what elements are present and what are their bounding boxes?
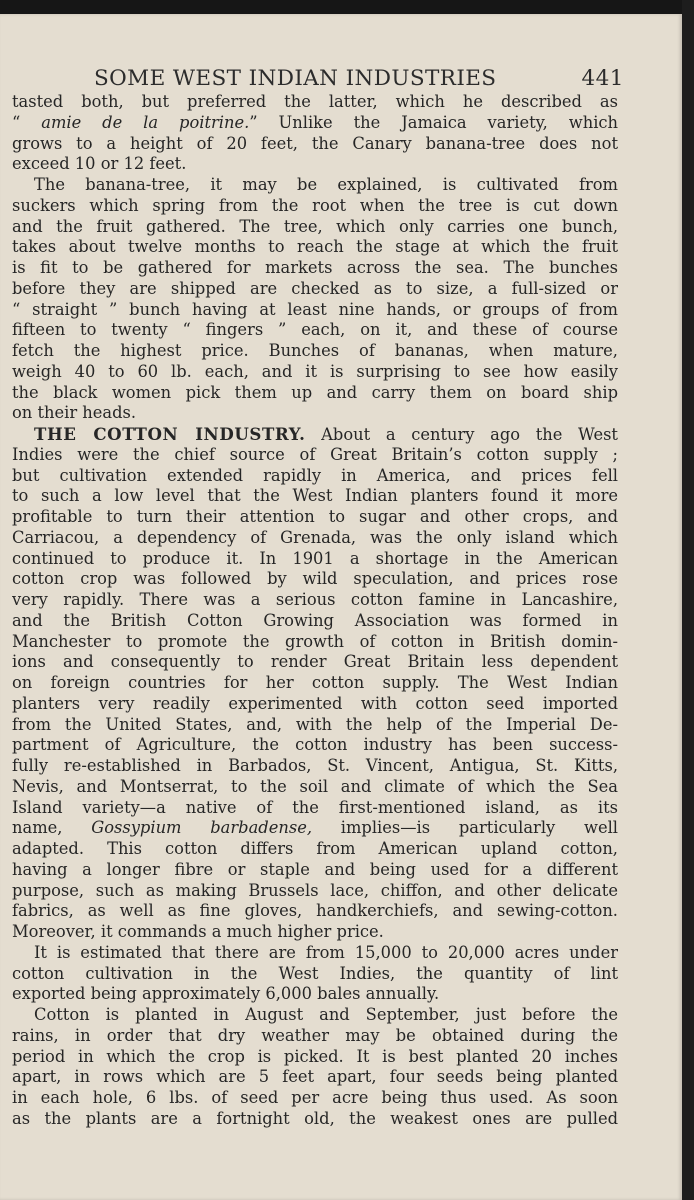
- text-line: [12, 362, 618, 383]
- text-fragment: implies—is particularly well: [312, 818, 618, 838]
- text-line: [12, 134, 618, 155]
- text-line: [12, 735, 618, 756]
- text-fragment: Indies were the chief source of Great Britain’s cotton supply ;: [12, 444, 618, 464]
- text-line: [12, 1109, 618, 1130]
- text-fragment: Manchester to promote the growth of cotton in British domin-: [12, 631, 618, 651]
- text-line: [12, 237, 618, 258]
- text-line: [12, 341, 618, 362]
- text-line: [12, 424, 618, 445]
- text-fragment: About a century ago the West: [305, 425, 618, 444]
- text-line: [12, 466, 618, 487]
- text-fragment: partment of Agriculture, the cotton industry has been success-: [12, 735, 618, 755]
- text-line: [12, 777, 618, 798]
- text-fragment: Carriacou, a dependency of Grenada, was the only island which: [12, 527, 618, 547]
- text-fragment: ions and consequently to render Great Britain less dependent: [12, 652, 618, 672]
- text-line: [12, 652, 618, 673]
- text-line: [12, 445, 618, 466]
- text-line: [12, 1026, 618, 1047]
- text-line: [12, 756, 618, 777]
- text-line: [12, 1088, 618, 1109]
- text-fragment: but cultivation extended rapidly in America, and prices fell: [12, 465, 618, 485]
- text-fragment: fabrics, as well as fine gloves, handkerchiefs, and sewing-cotton.: [12, 901, 618, 921]
- text-fragment: exceed 10 or 12 feet.: [12, 154, 187, 174]
- text-line: [12, 383, 618, 404]
- text-fragment: and the fruit gathered. The tree, which only carries one bunch,: [12, 216, 618, 236]
- text-line: [12, 694, 618, 715]
- text-fragment: adapted. This cotton differs from American upland cotton,: [12, 839, 618, 858]
- text-fragment: and the British Cotton Growing Association was formed in: [12, 610, 618, 630]
- text-fragment: ” Unlike the Jamaica variety, which: [249, 112, 618, 132]
- text-fragment: Nevis, and Montserrat, to the soil and climate of which the Sea: [12, 776, 618, 796]
- text-fragment: from the United States, and, with the help of the Imperial De-: [12, 714, 618, 734]
- text-fragment: fetch the highest price. Bunches of bananas, when mature,: [12, 341, 618, 360]
- text-fragment: profitable to turn their attention to sugar and other crops, and: [12, 507, 618, 526]
- text-line: [12, 818, 618, 839]
- text-line: [12, 507, 618, 528]
- text-line: [12, 901, 618, 922]
- text-fragment: The banana-tree, it may be explained, is cultivated from: [34, 175, 618, 194]
- text-line: [12, 92, 618, 113]
- text-fragment: Cotton is planted in August and September, just before the: [34, 1005, 618, 1024]
- text-fragment: to such a low level that the West Indian planters found it more: [12, 486, 618, 506]
- text-fragment: grows to a height of 20 feet, the Canary banana-tree does not: [12, 133, 618, 153]
- text-line: [12, 279, 618, 300]
- text-fragment: cotton cultivation in the West Indies, the quantity of lint: [12, 963, 618, 983]
- text-fragment: rains, in order that dry weather may be obtained during the: [12, 1025, 618, 1045]
- text-fragment: apart, in rows which are 5 feet apart, four seeds being planted: [12, 1067, 618, 1087]
- text-line: [12, 964, 618, 985]
- text-line: [12, 217, 618, 238]
- text-line: [12, 984, 618, 1005]
- text-line: [12, 943, 618, 964]
- text-line: [12, 196, 618, 217]
- text-fragment: fifteen to twenty “ fingers ” each, on it, and these of course: [12, 320, 618, 340]
- text-fragment: “: [12, 112, 42, 132]
- text-fragment: suckers which spring from the root when the tree is cut down: [12, 195, 618, 215]
- text-line: [12, 1067, 618, 1088]
- text-line: [12, 486, 618, 507]
- section-heading: THE COTTON INDUSTRY.: [34, 424, 306, 444]
- text-fragment: name,: [12, 818, 92, 838]
- text-fragment: takes about twelve months to reach the stage at which the fruit: [12, 237, 618, 257]
- text-fragment: It is estimated that there are from 15,000 to 20,000 acres under: [34, 942, 618, 962]
- text-fragment: the black women pick them up and carry them on board ship: [12, 382, 618, 402]
- text-line: [12, 403, 618, 424]
- text-line: [12, 1047, 618, 1068]
- text-fragment: purpose, such as making Brussels lace, chiffon, and other delicate: [12, 880, 618, 900]
- text-line: [12, 590, 618, 611]
- text-line: [12, 839, 618, 860]
- text-fragment: on their heads.: [12, 403, 137, 423]
- text-fragment: before they are shipped are checked as to size, a full-sized or: [12, 278, 618, 298]
- text-fragment: as the plants are a fortnight old, the weakest ones are pulled: [12, 1108, 618, 1128]
- text-fragment: “ straight ” bunch having at least nine hands, or groups of from: [12, 299, 618, 319]
- text-line: [12, 528, 618, 549]
- scan-right-border: [682, 0, 694, 1200]
- italic-text: Gossypium barbadense,: [91, 818, 313, 838]
- text-fragment: weigh 40 to 60 lb. each, and it is surprising to see how easily: [12, 361, 618, 381]
- text-fragment: is fit to be gathered for markets across the sea. The bunches: [12, 258, 618, 277]
- text-fragment: planters very readily experimented with cotton seed imported: [12, 693, 618, 713]
- text-line: [12, 300, 618, 321]
- text-line: [12, 881, 618, 902]
- text-line: [12, 860, 618, 881]
- text-fragment: in each hole, 6 lbs. of seed per acre being thus used. As soon: [12, 1088, 618, 1107]
- text-line: [12, 632, 618, 653]
- text-line: [12, 175, 618, 196]
- text-fragment: having a longer fibre or staple and being used for a different: [12, 859, 618, 879]
- italic-text: amie de la poitrine.: [41, 112, 250, 132]
- text-fragment: continued to produce it. In 1901 a shortage in the American: [12, 548, 618, 568]
- text-fragment: period in which the crop is picked. It is best planted 20 inches: [12, 1046, 618, 1066]
- text-fragment: cotton crop was followed by wild speculation, and prices rose: [12, 569, 618, 589]
- text-fragment: exported being approximately 6,000 bales annually.: [12, 984, 440, 1004]
- text-line: [12, 258, 618, 279]
- text-line: [12, 922, 618, 943]
- text-line: [12, 611, 618, 632]
- text-line: [12, 798, 618, 819]
- text-fragment: Moreover, it commands a much higher price.: [12, 922, 384, 941]
- text-line: [12, 320, 618, 341]
- text-fragment: very rapidly. There was a serious cotton famine in Lancashire,: [12, 590, 618, 609]
- text-fragment: on foreign countries for her cotton supply. The West Indian: [12, 673, 618, 692]
- body-text: [12, 92, 618, 1130]
- text-fragment: Island variety—a native of the first-mentioned island, as its: [12, 797, 618, 817]
- text-fragment: tasted both, but preferred the latter, which he described as: [12, 92, 618, 111]
- text-line: [12, 1005, 618, 1026]
- text-line: [12, 715, 618, 736]
- page-number: 441: [581, 66, 624, 91]
- text-line: [12, 673, 618, 694]
- scan-top-border: [0, 0, 694, 14]
- text-line: [12, 113, 618, 134]
- text-line: [12, 569, 618, 590]
- text-line: [12, 549, 618, 570]
- text-fragment: fully re-established in Barbados, St. Vincent, Antigua, St. Kitts,: [12, 756, 618, 775]
- running-title: SOME WEST INDIAN INDUSTRIES: [94, 66, 497, 91]
- text-line: [12, 154, 618, 175]
